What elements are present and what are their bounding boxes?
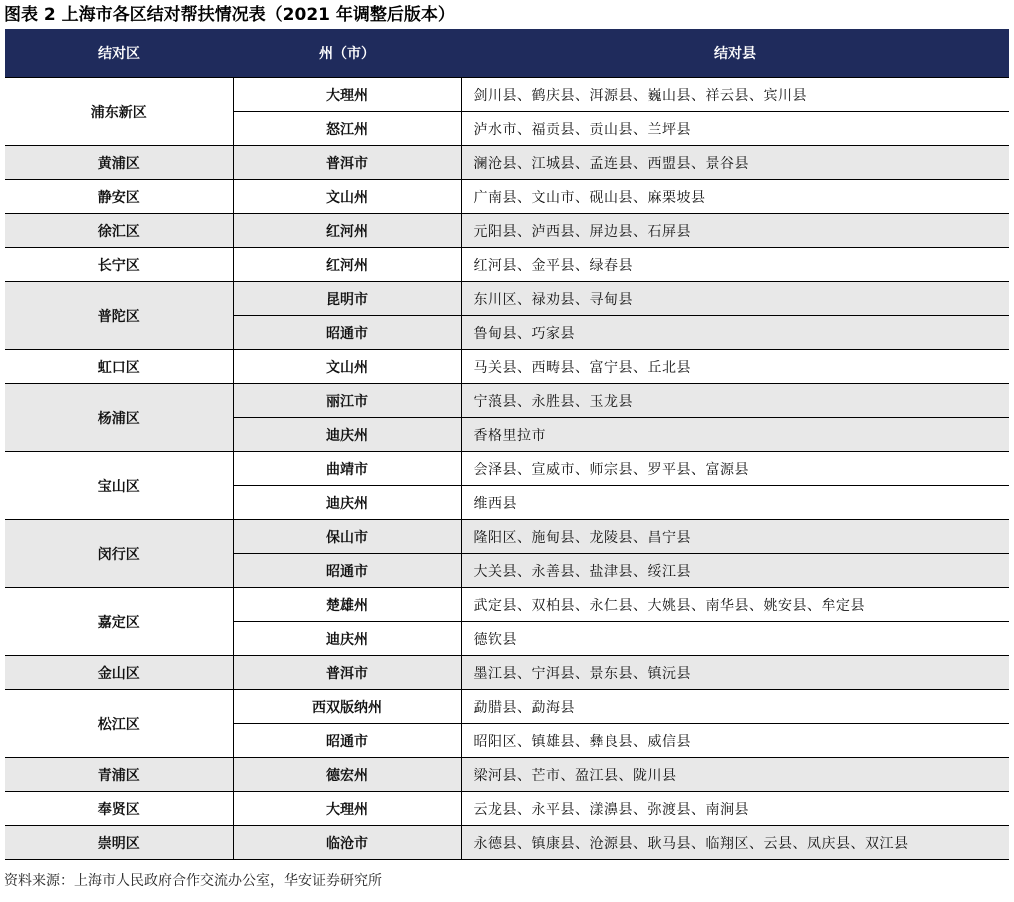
city-cell: 西双版纳州 — [233, 690, 461, 724]
district-cell: 徐汇区 — [5, 214, 233, 248]
county-cell: 昭阳区、镇雄县、彝良县、威信县 — [461, 724, 1009, 758]
city-cell: 红河州 — [233, 214, 461, 248]
district-cell: 杨浦区 — [5, 384, 233, 452]
city-cell: 大理州 — [233, 792, 461, 826]
county-cell: 广南县、文山市、砚山县、麻栗坡县 — [461, 180, 1009, 214]
city-cell: 迪庆州 — [233, 418, 461, 452]
county-cell: 泸水市、福贡县、贡山县、兰坪县 — [461, 112, 1009, 146]
city-cell: 曲靖市 — [233, 452, 461, 486]
header-district: 结对区 — [5, 29, 233, 78]
city-cell: 昆明市 — [233, 282, 461, 316]
city-cell: 临沧市 — [233, 826, 461, 860]
city-cell: 大理州 — [233, 78, 461, 112]
city-cell: 普洱市 — [233, 656, 461, 690]
city-cell: 保山市 — [233, 520, 461, 554]
city-cell: 怒江州 — [233, 112, 461, 146]
county-cell: 会泽县、宣威市、师宗县、罗平县、富源县 — [461, 452, 1009, 486]
city-cell: 红河州 — [233, 248, 461, 282]
county-cell: 勐腊县、勐海县 — [461, 690, 1009, 724]
district-cell: 长宁区 — [5, 248, 233, 282]
district-cell: 松江区 — [5, 690, 233, 758]
county-cell: 墨江县、宁洱县、景东县、镇沅县 — [461, 656, 1009, 690]
table-row — [5, 758, 1009, 792]
table-row — [5, 520, 1009, 554]
district-cell: 金山区 — [5, 656, 233, 690]
city-cell: 昭通市 — [233, 316, 461, 350]
city-cell: 德宏州 — [233, 758, 461, 792]
county-cell: 剑川县、鹤庆县、洱源县、巍山县、祥云县、宾川县 — [461, 78, 1009, 112]
figure-caption: 图表 2 上海市各区结对帮扶情况表（2021 年调整后版本） — [4, 5, 455, 25]
table-row — [5, 588, 1009, 622]
county-cell: 云龙县、永平县、漾濞县、弥渡县、南涧县 — [461, 792, 1009, 826]
county-cell: 东川区、禄劝县、寻甸县 — [461, 282, 1009, 316]
table-row — [5, 690, 1009, 724]
county-cell: 元阳县、泸西县、屏边县、石屏县 — [461, 214, 1009, 248]
table-row — [5, 826, 1009, 860]
city-cell: 楚雄州 — [233, 588, 461, 622]
district-cell: 静安区 — [5, 180, 233, 214]
city-cell: 昭通市 — [233, 554, 461, 588]
county-cell: 武定县、双柏县、永仁县、大姚县、南华县、姚安县、牟定县 — [461, 588, 1009, 622]
county-cell: 隆阳区、施甸县、龙陵县、昌宁县 — [461, 520, 1009, 554]
table-row — [5, 792, 1009, 826]
county-cell: 红河县、金平县、绿春县 — [461, 248, 1009, 282]
district-cell: 宝山区 — [5, 452, 233, 520]
district-cell: 嘉定区 — [5, 588, 233, 656]
district-cell: 崇明区 — [5, 826, 233, 860]
county-cell: 香格里拉市 — [461, 418, 1009, 452]
table-header — [5, 29, 1009, 78]
city-cell: 丽江市 — [233, 384, 461, 418]
table-row — [5, 78, 1009, 112]
district-cell: 奉贤区 — [5, 792, 233, 826]
table-row — [5, 146, 1009, 180]
table-row — [5, 384, 1009, 418]
table-body — [5, 78, 1009, 860]
county-cell: 永德县、镇康县、沧源县、耿马县、临翔区、云县、凤庆县、双江县 — [461, 826, 1009, 860]
district-cell: 普陀区 — [5, 282, 233, 350]
city-cell: 文山州 — [233, 350, 461, 384]
table-row — [5, 452, 1009, 486]
pairing-table — [5, 29, 1009, 860]
table-row — [5, 180, 1009, 214]
county-cell: 大关县、永善县、盐津县、绥江县 — [461, 554, 1009, 588]
table-row — [5, 248, 1009, 282]
district-cell: 闵行区 — [5, 520, 233, 588]
city-cell: 迪庆州 — [233, 486, 461, 520]
county-cell: 马关县、西畴县、富宁县、丘北县 — [461, 350, 1009, 384]
table-row — [5, 350, 1009, 384]
district-cell: 黄浦区 — [5, 146, 233, 180]
city-cell: 迪庆州 — [233, 622, 461, 656]
county-cell: 维西县 — [461, 486, 1009, 520]
header-row — [5, 29, 1009, 78]
county-cell: 鲁甸县、巧家县 — [461, 316, 1009, 350]
table-row — [5, 282, 1009, 316]
county-cell: 澜沧县、江城县、孟连县、西盟县、景谷县 — [461, 146, 1009, 180]
source-note: 资料来源：上海市人民政府合作交流办公室，华安证券研究所 — [4, 873, 382, 889]
table-row — [5, 656, 1009, 690]
county-cell: 梁河县、芒市、盈江县、陇川县 — [461, 758, 1009, 792]
table-row — [5, 214, 1009, 248]
city-cell: 昭通市 — [233, 724, 461, 758]
county-cell: 宁蒗县、永胜县、玉龙县 — [461, 384, 1009, 418]
city-cell: 文山州 — [233, 180, 461, 214]
county-cell: 德钦县 — [461, 622, 1009, 656]
city-cell: 普洱市 — [233, 146, 461, 180]
district-cell: 浦东新区 — [5, 78, 233, 146]
district-cell: 虹口区 — [5, 350, 233, 384]
district-cell: 青浦区 — [5, 758, 233, 792]
header-county: 结对县 — [461, 29, 1009, 78]
header-city: 州（市） — [233, 29, 461, 78]
